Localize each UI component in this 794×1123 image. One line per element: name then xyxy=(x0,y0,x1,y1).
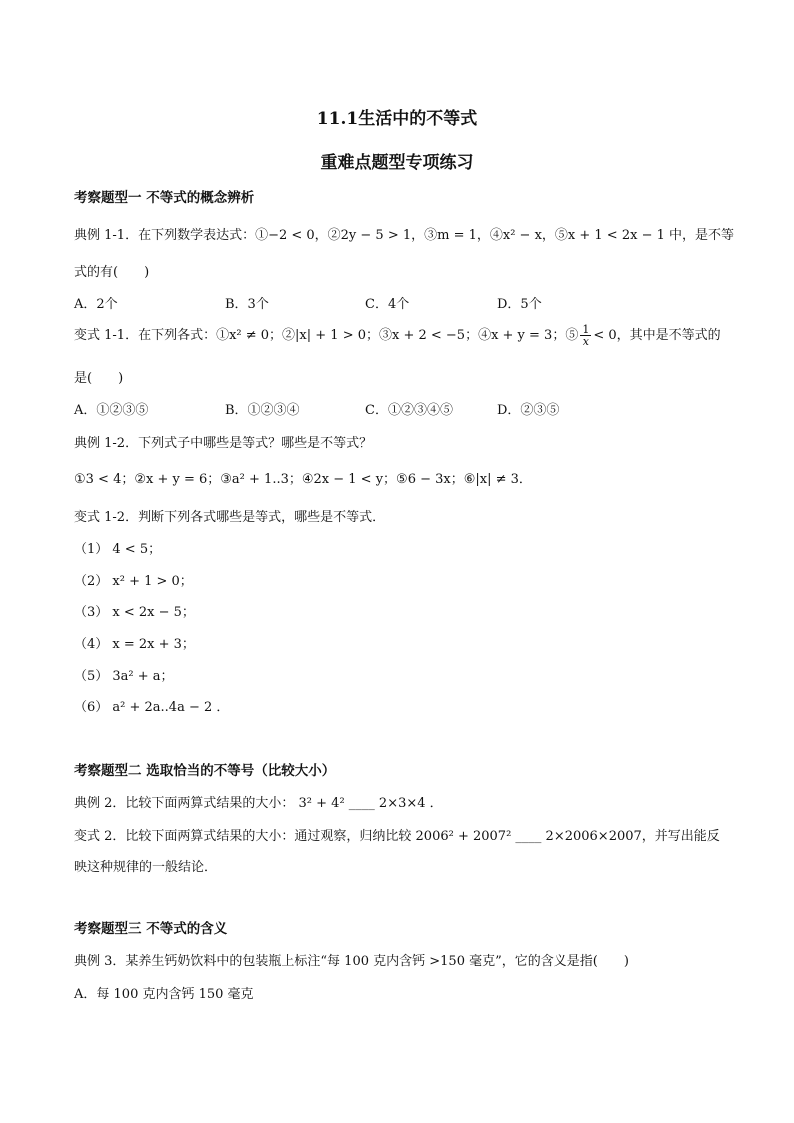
doc-title: 11.1生活中的不等式 xyxy=(316,109,478,129)
section-3-heading: 考察题型三 不等式的含义 xyxy=(74,921,228,937)
example-3-line: 典例 3．某养生钙奶饮料中的包装瓶上标注“每 100 克内含钙 >150 毫克”，它的含义是指( ) xyxy=(74,954,629,969)
variant-1-1-line-2: 是( ) xyxy=(74,371,124,386)
example-1-1-line-1: 典例 1-1．在下列数学表达式：①−2 < 0，②2y − 5 > 1，③m = 1，④x² − x，⑤x + 1 < 2x − 1 中，是不等 xyxy=(74,228,734,243)
section-1-heading: 考察题型一 不等式的概念辨析 xyxy=(74,190,255,206)
example-2-line: 典例 2．比较下面两算式结果的大小： 3² + 4² ____ 2×3×4 ． xyxy=(74,796,443,811)
example-1-1-option-b: B．3个 xyxy=(225,297,269,312)
variant-1-2-item-4: （4） x = 2x + 3； xyxy=(74,637,195,652)
example-1-1-option-a: A．2个 xyxy=(74,297,118,312)
section-2-heading: 考察题型二 选取恰当的不等号（比较大小） xyxy=(74,763,336,779)
fraction-one-over-x xyxy=(580,324,591,347)
fraction-numerator: 1 xyxy=(582,323,590,336)
example-1-1-line-2: 式的有( ) xyxy=(74,265,150,280)
example-1-2-line-2: ①3 < 4；②x + y = 6；③a² + 1..3；④2x − 1 < y；⑤6 − 3x；⑥|x| ≠ 3． xyxy=(74,472,532,487)
variant-1-1-option-d: D．②③⑤ xyxy=(497,403,560,418)
example-1-2-line-1: 典例 1-2．下列式子中哪些是等式？哪些是不等式？ xyxy=(74,436,373,451)
example-1-1-option-c: C．4个 xyxy=(365,297,410,312)
variant-1-2-line-1: 变式 1-2．判断下列各式哪些是等式，哪些是不等式． xyxy=(74,510,386,525)
example-3-option-a: A．每 100 克内含钙 150 毫克 xyxy=(74,987,254,1002)
variant-1-2-item-3: （3） x < 2x − 5； xyxy=(74,605,195,620)
variant-1-1-option-b: B．①②③④ xyxy=(225,403,300,418)
variant-1-1-option-c: C．①②③④⑤ xyxy=(365,403,453,418)
variant-1-2-item-1: （1） 4 < 5； xyxy=(74,542,162,557)
fraction-denominator: x xyxy=(582,335,589,348)
doc-subtitle: 重难点题型专项练习 xyxy=(320,153,474,173)
variant-2-line-2: 映这种规律的一般结论． xyxy=(74,860,218,875)
variant-1-1-text-post: < 0，其中是不等式的 xyxy=(593,328,721,343)
variant-1-2-item-2: （2） x² + 1 > 0； xyxy=(74,574,193,589)
variant-1-1-option-a: A．①②③⑤ xyxy=(74,403,149,418)
variant-1-2-item-5: （5） 3a² + a； xyxy=(74,669,174,684)
example-1-1-option-d: D．5个 xyxy=(497,297,542,312)
variant-1-1-line-1 xyxy=(74,324,721,347)
variant-1-1-text-pre: 变式 1-1．在下列各式：①x² ≠ 0；②|x| + 1 > 0；③x + 2 < −5；④x + y = 3；⑤ xyxy=(74,328,579,343)
variant-1-2-item-6: （6） a² + 2a..4a − 2 ． xyxy=(74,700,230,715)
variant-2-line-1: 变式 2．比较下面两算式结果的大小：通过观察，归纳比较 2006² + 2007² ____ 2×2006×2007，并写出能反 xyxy=(74,829,720,844)
